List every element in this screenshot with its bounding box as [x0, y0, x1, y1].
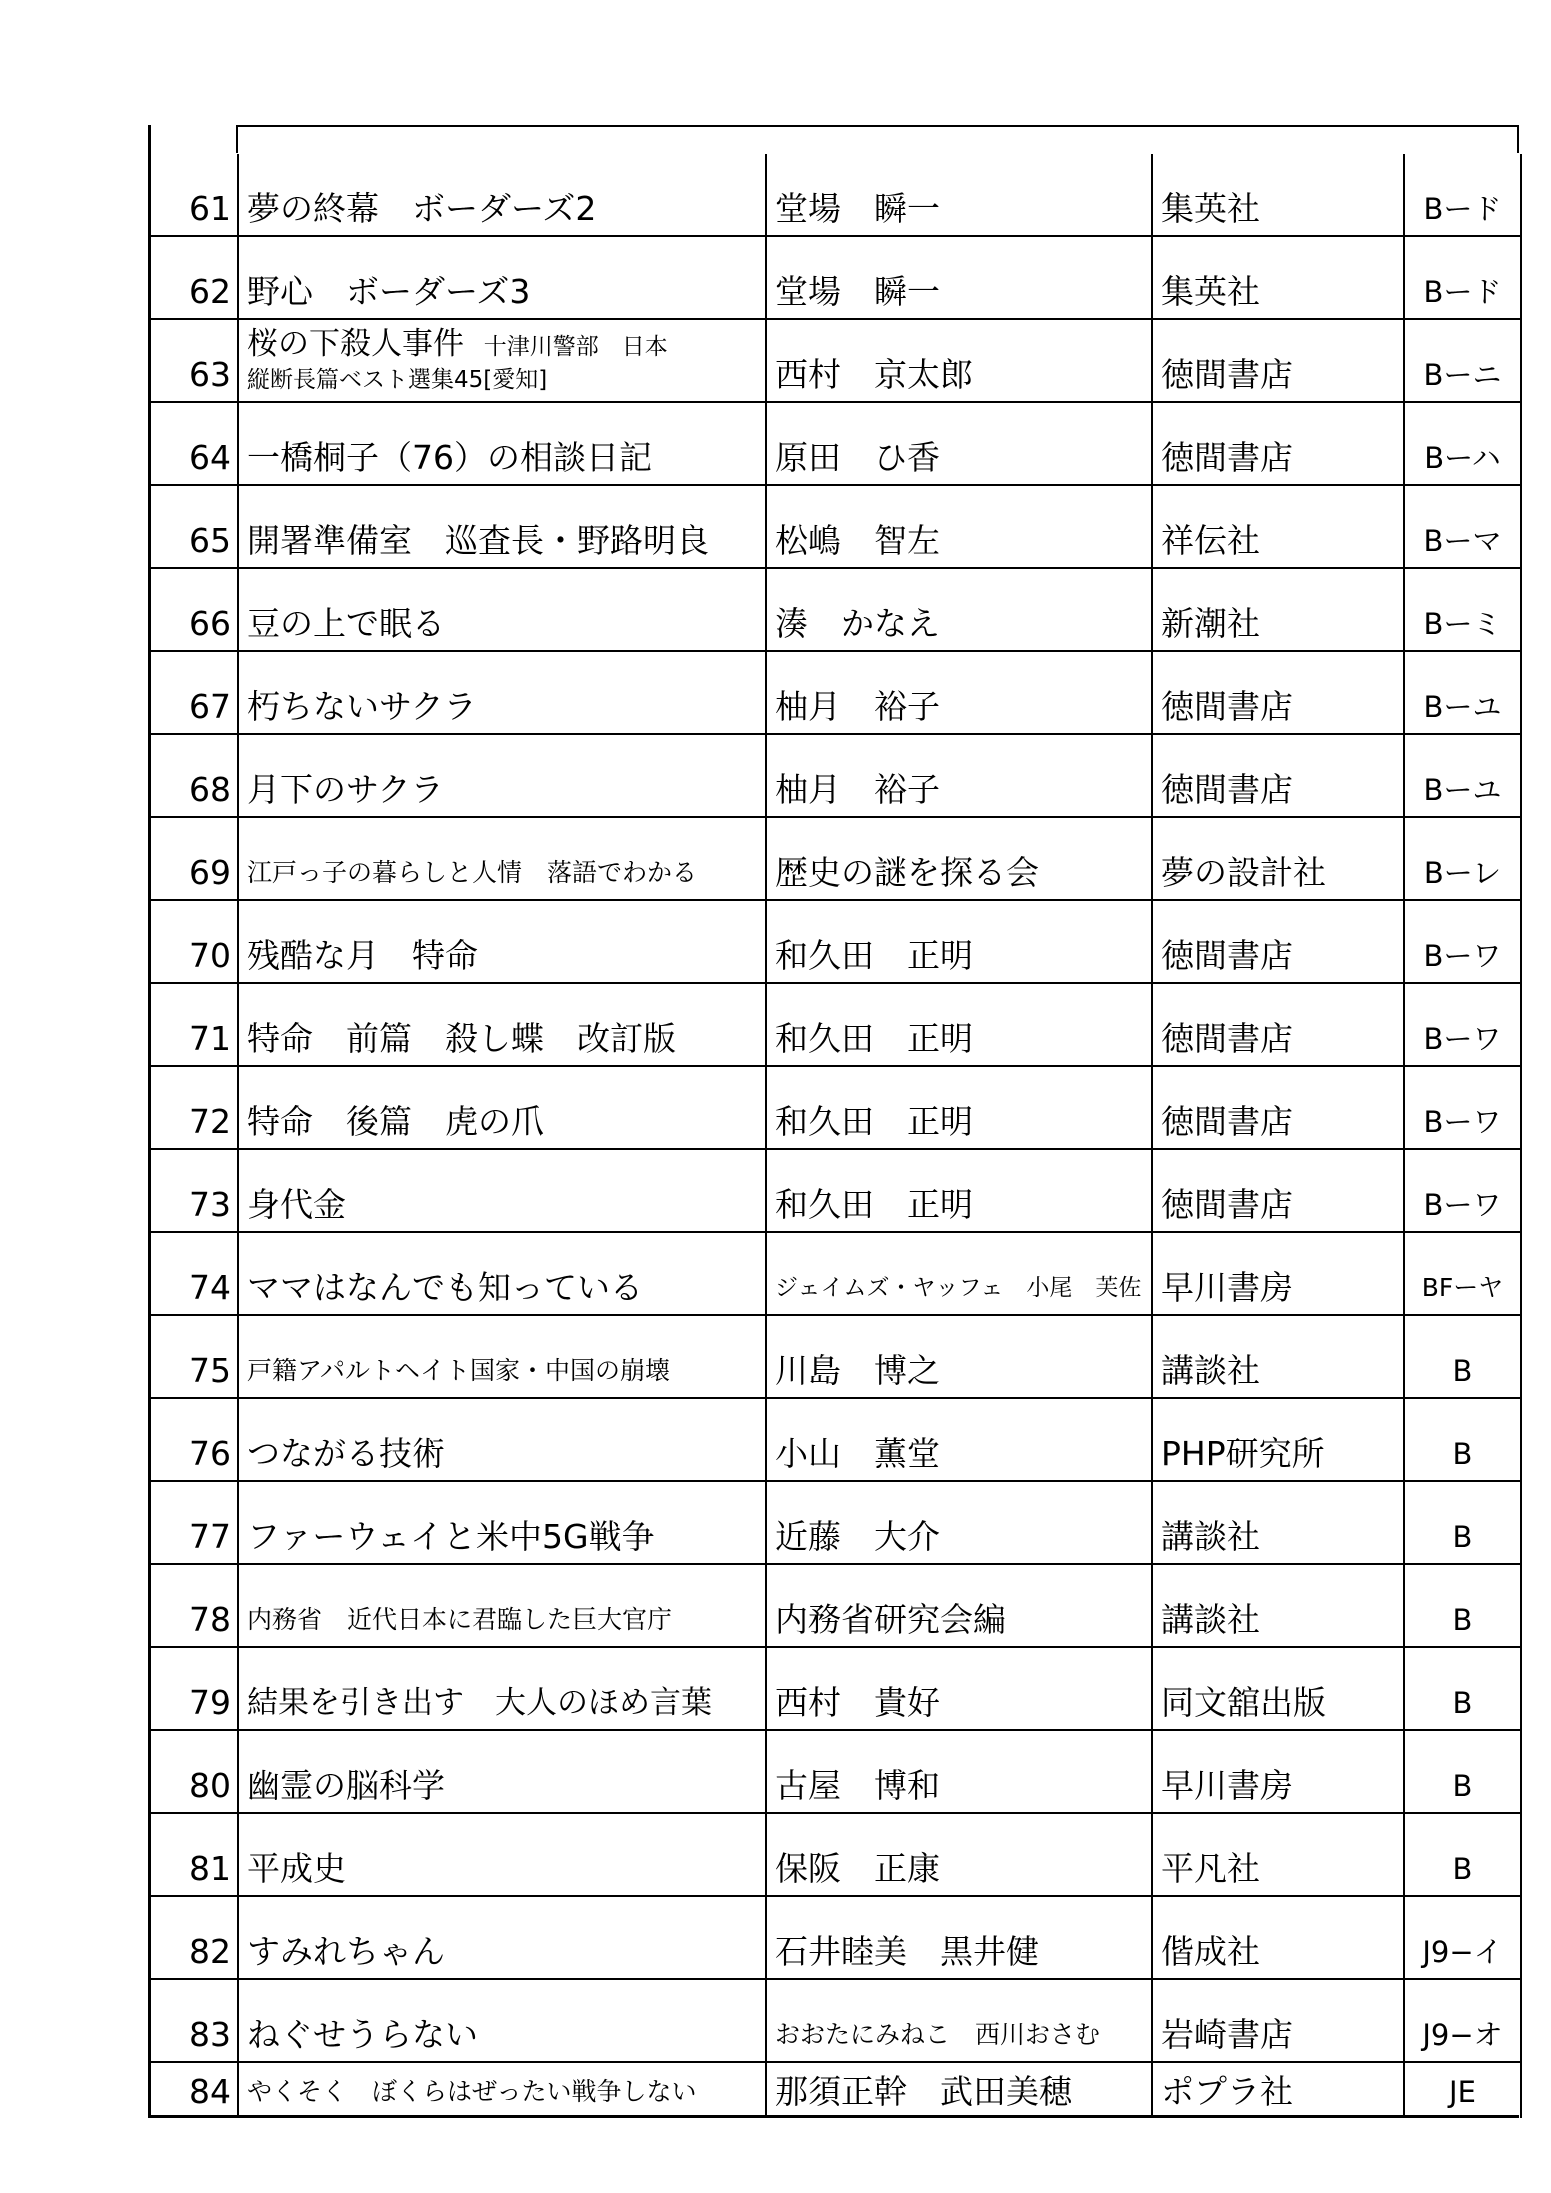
row-number: 61 [189, 189, 231, 228]
title-cell [239, 320, 767, 403]
row-number-cell [151, 403, 239, 486]
shelf-code-cell [1405, 569, 1522, 652]
shelf-code: Bーユ [1423, 690, 1502, 724]
book-title: 身代金 [247, 1185, 346, 1224]
publisher-cell [1153, 486, 1405, 569]
book-title: 豆の上で眠る [247, 604, 445, 643]
shelf-code-cell [1405, 735, 1522, 818]
table-row [151, 1565, 1522, 1648]
publisher-cell [1153, 1897, 1405, 1980]
shelf-code: Bード [1423, 192, 1502, 226]
publisher-cell [1153, 569, 1405, 652]
row-number: 74 [189, 1268, 231, 1307]
book-title: ママはなんでも知っている [247, 1268, 643, 1307]
book-title: 江戸っ子の暮らしと人情 落語でわかる [247, 858, 698, 887]
shelf-code: Bーニ [1423, 358, 1502, 392]
author-cell [767, 2063, 1153, 2118]
title-cell [239, 1648, 767, 1731]
table-row [151, 1980, 1522, 2063]
shelf-code: B [1452, 1354, 1473, 1388]
author-cell [767, 1482, 1153, 1565]
book-author: 古屋 博和 [775, 1766, 940, 1805]
shelf-code: B [1452, 1769, 1473, 1803]
shelf-code-cell [1405, 1067, 1522, 1150]
title-cell [239, 1399, 767, 1482]
table-row [151, 1482, 1522, 1565]
row-number: 67 [189, 687, 231, 726]
shelf-code-cell [1405, 1150, 1522, 1233]
book-list-table [148, 125, 1519, 2118]
book-author: 内務省研究会編 [775, 1600, 1006, 1639]
book-title: 戸籍アパルトヘイト国家・中国の崩壊 [247, 1356, 671, 1385]
row-number: 84 [189, 2072, 231, 2111]
publisher-cell [1153, 901, 1405, 984]
row-number: 76 [189, 1434, 231, 1473]
author-cell [767, 1897, 1153, 1980]
shelf-code-cell [1405, 652, 1522, 735]
book-author: 川島 博之 [775, 1351, 940, 1390]
table-row [151, 1731, 1522, 1814]
row-number: 80 [189, 1766, 231, 1805]
row-number-cell [151, 901, 239, 984]
row-number: 82 [189, 1932, 231, 1971]
publisher-cell [1153, 735, 1405, 818]
title-cell [239, 1565, 767, 1648]
book-author: 和久田 正明 [775, 1185, 973, 1224]
row-number: 79 [189, 1683, 231, 1722]
publisher-cell [1153, 1067, 1405, 1150]
book-publisher: PHP研究所 [1161, 1434, 1325, 1473]
book-publisher: 同文舘出版 [1161, 1683, 1326, 1722]
book-publisher: 集英社 [1161, 189, 1260, 228]
publisher-cell [1153, 154, 1405, 237]
publisher-cell [1153, 403, 1405, 486]
author-cell [767, 486, 1153, 569]
book-publisher: 徳間書店 [1161, 1019, 1293, 1058]
row-number-cell [151, 1233, 239, 1316]
shelf-code: J9−イ [1422, 1935, 1503, 1969]
title-cell [239, 735, 767, 818]
shelf-code: B [1452, 1520, 1473, 1554]
row-number-cell [151, 237, 239, 320]
book-publisher: 偕成社 [1161, 1932, 1260, 1971]
book-publisher: 新潮社 [1161, 604, 1260, 643]
row-number-cell [151, 1150, 239, 1233]
shelf-code-cell [1405, 818, 1522, 901]
book-title: 内務省 近代日本に君臨した巨大官庁 [247, 1605, 673, 1634]
row-number: 77 [189, 1517, 231, 1556]
row-number: 68 [189, 770, 231, 809]
shelf-code-cell [1405, 1565, 1522, 1648]
title-cell [239, 984, 767, 1067]
publisher-cell [1153, 320, 1405, 403]
author-cell [767, 652, 1153, 735]
book-title: ファーウェイと米中5G戦争 [247, 1517, 655, 1556]
shelf-code-cell [1405, 154, 1522, 237]
title-cell [239, 652, 767, 735]
book-title: 朽ちないサクラ [247, 687, 477, 726]
title-cell [239, 569, 767, 652]
publisher-cell [1153, 1233, 1405, 1316]
book-title: 幽霊の脳科学 [247, 1766, 445, 1805]
row-number-cell [151, 1067, 239, 1150]
author-cell [767, 1814, 1153, 1897]
author-cell [767, 569, 1153, 652]
book-publisher: 祥伝社 [1161, 521, 1260, 560]
title-cell [239, 1067, 767, 1150]
row-number-cell [151, 1565, 239, 1648]
publisher-cell [1153, 1316, 1405, 1399]
book-author: 和久田 正明 [775, 1019, 973, 1058]
author-cell [767, 1731, 1153, 1814]
row-number-cell [151, 569, 239, 652]
shelf-code: Bーマ [1423, 524, 1502, 558]
author-cell [767, 1565, 1153, 1648]
book-author: 石井睦美 黒井健 [775, 1932, 1039, 1971]
publisher-cell [1153, 984, 1405, 1067]
book-author: 堂場 瞬一 [775, 272, 940, 311]
row-number: 75 [189, 1351, 231, 1390]
title-cell [239, 486, 767, 569]
author-cell [767, 1316, 1153, 1399]
book-title: 月下のサクラ [247, 770, 444, 809]
title-cell [239, 1897, 767, 1980]
shelf-code-cell [1405, 320, 1522, 403]
shelf-code-cell [1405, 237, 1522, 320]
shelf-code: B [1452, 1686, 1473, 1720]
book-author: 柚月 裕子 [775, 770, 940, 809]
table-row [151, 1897, 1522, 1980]
shelf-code-cell [1405, 1399, 1522, 1482]
shelf-code-cell [1405, 901, 1522, 984]
book-publisher: 講談社 [1161, 1517, 1260, 1556]
book-publisher: 講談社 [1161, 1351, 1260, 1390]
title-cell [239, 1316, 767, 1399]
book-title: 結果を引き出す 大人のほめ言葉 [247, 1685, 712, 1721]
shelf-code-cell [1405, 403, 1522, 486]
book-title: すみれちゃん [247, 1932, 445, 1971]
shelf-code-cell [1405, 1316, 1522, 1399]
row-number-cell [151, 1399, 239, 1482]
row-number: 63 [189, 355, 231, 394]
book-publisher: 徳間書店 [1161, 1102, 1293, 1141]
shelf-code: Bーワ [1423, 939, 1502, 973]
table-row [151, 237, 1522, 320]
book-title: 残酷な月 特命 [247, 936, 478, 975]
row-number: 81 [189, 1849, 231, 1888]
table-row [151, 818, 1522, 901]
row-number-cell [151, 1980, 239, 2063]
publisher-cell [1153, 1980, 1405, 2063]
shelf-code-cell [1405, 1814, 1522, 1897]
shelf-code: B [1452, 1603, 1473, 1637]
book-title: 特命 前篇 殺し蝶 改訂版 [247, 1019, 676, 1058]
row-number-cell [151, 984, 239, 1067]
shelf-code: JE [1449, 2075, 1476, 2109]
book-title-series: 十津川警部 日本 [483, 334, 668, 360]
title-cell [239, 1980, 767, 2063]
row-number: 72 [189, 1102, 231, 1141]
shelf-code-cell [1405, 1482, 1522, 1565]
book-title: 特命 後篇 虎の爪 [247, 1102, 544, 1141]
book-author: 那須正幹 武田美穂 [775, 2072, 1072, 2111]
table-row [151, 1399, 1522, 1482]
row-number-cell [151, 2063, 239, 2118]
book-publisher: 徳間書店 [1161, 770, 1293, 809]
title-cell [239, 1150, 767, 1233]
table-row [151, 403, 1522, 486]
title-cell [239, 1482, 767, 1565]
row-number: 83 [189, 2015, 231, 2054]
author-cell [767, 1648, 1153, 1731]
table-row [151, 2063, 1522, 2118]
row-number-cell [151, 652, 239, 735]
row-number: 64 [189, 438, 231, 477]
publisher-cell [1153, 1731, 1405, 1814]
book-author: おおたにみねこ 西川おさむ [775, 2020, 1101, 2049]
table-row [151, 901, 1522, 984]
table-row [151, 1316, 1522, 1399]
publisher-cell [1153, 1150, 1405, 1233]
book-author: 保阪 正康 [775, 1849, 940, 1888]
title-cell [239, 237, 767, 320]
book-publisher: 徳間書店 [1161, 1185, 1293, 1224]
publisher-cell [1153, 1814, 1405, 1897]
title-cell [239, 1814, 767, 1897]
publisher-cell [1153, 652, 1405, 735]
row-number-cell [151, 818, 239, 901]
shelf-code: Bード [1423, 275, 1502, 309]
publisher-cell [1153, 1648, 1405, 1731]
row-number: 70 [189, 936, 231, 975]
book-publisher: 夢の設計社 [1161, 853, 1326, 892]
title-cell [239, 901, 767, 984]
shelf-code: Bーレ [1423, 856, 1502, 890]
book-author: 原田 ひ香 [775, 438, 940, 477]
book-author: 歴史の謎を探る会 [775, 853, 1039, 892]
book-publisher: 岩崎書店 [1161, 2015, 1293, 2054]
shelf-code: Bーワ [1423, 1105, 1502, 1139]
row-number-cell [151, 154, 239, 237]
book-publisher: 早川書房 [1161, 1766, 1293, 1805]
row-number-cell [151, 486, 239, 569]
shelf-code-cell [1405, 984, 1522, 1067]
book-publisher: 講談社 [1161, 1600, 1260, 1639]
row-number-cell [151, 1316, 239, 1399]
table-row [151, 1067, 1522, 1150]
book-author: 西村 京太郎 [775, 355, 973, 394]
shelf-code: Bーユ [1423, 773, 1502, 807]
shelf-code-cell [1405, 1731, 1522, 1814]
book-publisher: 集英社 [1161, 272, 1260, 311]
book-author: 堂場 瞬一 [775, 189, 940, 228]
shelf-code-cell [1405, 1233, 1522, 1316]
book-author: 近藤 大介 [775, 1517, 940, 1556]
shelf-code: B [1452, 1852, 1473, 1886]
table-row [151, 1150, 1522, 1233]
author-cell [767, 237, 1153, 320]
book-title-line1: 桜の下殺人事件 [247, 326, 464, 362]
author-cell [767, 154, 1153, 237]
book-title: 開署準備室 巡査長・野路明良 [247, 521, 709, 560]
row-number-cell [151, 735, 239, 818]
publisher-cell [1153, 1482, 1405, 1565]
shelf-code: B [1452, 1437, 1473, 1471]
row-number: 71 [189, 1019, 231, 1058]
book-author: 湊 かなえ [775, 604, 940, 643]
book-publisher: ポプラ社 [1161, 2072, 1293, 2111]
book-author: 小山 薫堂 [775, 1434, 940, 1473]
table-row [151, 1814, 1522, 1897]
book-title: 一橋桐子（76）の相談日記 [247, 438, 652, 477]
row-number-cell [151, 1897, 239, 1980]
book-publisher: 徳間書店 [1161, 438, 1293, 477]
publisher-cell [1153, 1565, 1405, 1648]
row-number-cell [151, 1731, 239, 1814]
shelf-code: Bーハ [1424, 441, 1501, 475]
shelf-code-cell [1405, 486, 1522, 569]
row-number-cell [151, 1482, 239, 1565]
title-cell [239, 154, 767, 237]
shelf-code: J9−オ [1422, 2018, 1503, 2052]
shelf-code-cell [1405, 2063, 1522, 2118]
book-title: やくそく ぼくらはぜったい戦争しない [247, 2077, 697, 2106]
author-cell [767, 1233, 1153, 1316]
shelf-code: Bーワ [1423, 1022, 1502, 1056]
author-cell [767, 818, 1153, 901]
book-title: 平成史 [247, 1849, 346, 1888]
book-author: 和久田 正明 [775, 936, 973, 975]
book-title: つながる技術 [247, 1434, 445, 1473]
shelf-code: BFーヤ [1421, 1273, 1504, 1302]
book-author: 松嶋 智左 [775, 521, 940, 560]
table-row [151, 154, 1522, 237]
row-number-cell [151, 320, 239, 403]
author-cell [767, 901, 1153, 984]
book-author: ジェイムズ・ヤッフェ 小尾 芙佐 [775, 1275, 1142, 1301]
author-cell [767, 403, 1153, 486]
title-cell [239, 2063, 767, 2118]
book-publisher: 徳間書店 [1161, 687, 1293, 726]
publisher-cell [1153, 818, 1405, 901]
table-row [151, 569, 1522, 652]
book-title: ねぐせうらない [247, 2015, 478, 2054]
shelf-code-cell [1405, 1897, 1522, 1980]
author-cell [767, 1399, 1153, 1482]
book-title-line2: 縦断長篇ベスト選集45[愛知] [247, 367, 548, 393]
book-title: 夢の終幕 ボーダーズ2 [247, 189, 597, 228]
table-row [151, 652, 1522, 735]
shelf-code-cell [1405, 1980, 1522, 2063]
row-number: 73 [189, 1185, 231, 1224]
table-row [151, 320, 1522, 403]
author-cell [767, 1067, 1153, 1150]
book-title [247, 326, 761, 395]
author-cell [767, 735, 1153, 818]
publisher-cell [1153, 1399, 1405, 1482]
shelf-code: Bーワ [1423, 1188, 1502, 1222]
publisher-cell [1153, 237, 1405, 320]
table-row [151, 486, 1522, 569]
shelf-code: Bーミ [1423, 607, 1502, 641]
author-cell [767, 1150, 1153, 1233]
table-row [151, 984, 1522, 1067]
publisher-cell [1153, 2063, 1405, 2118]
book-author: 和久田 正明 [775, 1102, 973, 1141]
shelf-code-cell [1405, 1648, 1522, 1731]
book-publisher: 徳間書店 [1161, 355, 1293, 394]
book-title: 野心 ボーダーズ3 [247, 272, 531, 311]
row-number: 65 [189, 521, 231, 560]
book-publisher: 徳間書店 [1161, 936, 1293, 975]
table-row [151, 1233, 1522, 1316]
author-cell [767, 984, 1153, 1067]
table-row [151, 1648, 1522, 1731]
book-publisher: 早川書房 [1161, 1268, 1293, 1307]
book-author: 西村 貴好 [775, 1683, 940, 1722]
row-number-cell [151, 1648, 239, 1731]
row-number: 78 [189, 1600, 231, 1639]
row-number: 69 [189, 853, 231, 892]
book-publisher: 平凡社 [1161, 1849, 1260, 1888]
book-author: 柚月 裕子 [775, 687, 940, 726]
title-cell [239, 818, 767, 901]
title-cell [239, 1233, 767, 1316]
title-cell [239, 403, 767, 486]
title-cell [239, 1731, 767, 1814]
author-cell [767, 320, 1153, 403]
row-number: 66 [189, 604, 231, 643]
author-cell [767, 1980, 1153, 2063]
row-number: 62 [189, 272, 231, 311]
row-number-cell [151, 1814, 239, 1897]
table-row [151, 735, 1522, 818]
